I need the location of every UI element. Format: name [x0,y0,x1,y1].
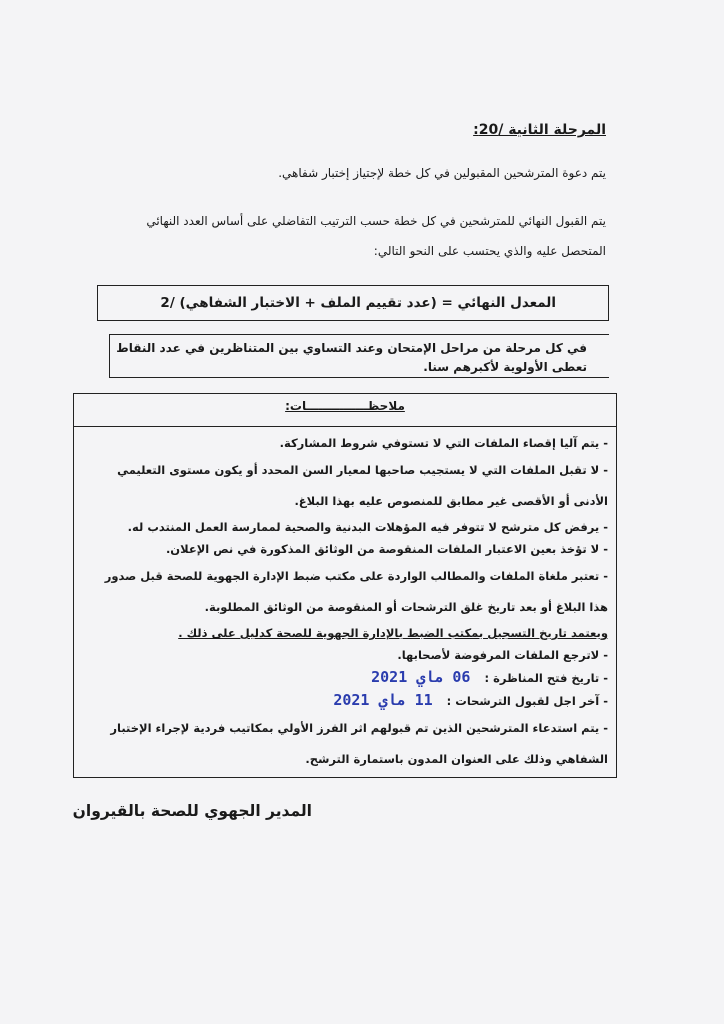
formula-box [97,285,609,321]
notes-list [74,427,616,775]
opening-date-label: - تاريخ فتح المناظرة : [484,671,608,685]
priority-text: في كل مرحلة من مراحل الإمتحان وعند التساوي بين المتناظرين في عدد النقاط تعطى الأولوية لأكبرهم سنا. [116,341,587,374]
deadline-note [84,690,608,712]
note-item: - تعتبر ملغاة الملفات والمطالب الواردة على مكتب ضبط الإدارة الجهوية للصحة قبل صدور هذا البلاغ أو بعد تاريخ غلق الترشحات أو المنقوصة من الوثائق المطلوبة. [104,569,608,614]
signature-title: المدير الجهوي للصحة بالقيروان [72,802,312,820]
final-acceptance-paragraph: يتم القبول النهائي للمترشحين في كل خطة حسب الترتيب التفاضلي على أساس العدد النهائي المتحصل عليه والذي يحتسب على النحو التالي: [146,214,606,258]
note-item: - يرفض كل مترشح لا تتوفر فيه المؤهلات البدنية والصحية لممارسة العمل المنتدب له. [127,520,608,534]
summons-note: - يتم استدعاء المترشحين الذين تم قبولهم اثر الفرز الأولي بمكاتيب فردية لإجراء الإختبار الشفاهي وذلك على العنوان المدون باستمارة الترشح. [110,721,608,766]
deadline-label: - آخر اجل لقبول الترشحات : [446,694,608,708]
priority-box [109,334,609,378]
note-item: - لا تؤخذ بعين الاعتبار الملفات المنقوصة من الوثائق المذكورة في نص الإعلان. [165,542,608,556]
opening-date-note [84,667,608,689]
opening-date-stamp: 06 ماي 2021 [371,668,471,686]
deadline-stamp: 11 ماي 2021 [333,691,433,709]
note-item: - لاترجع الملفات المرفوضة لأصحابها. [397,648,608,662]
formula-text: المعدل النهائي = (عدد تقييم الملف + الاختبار الشفاهي) /2 [160,295,556,311]
notes-title [74,394,616,427]
notes-title-text: ملاحظـــــــــــــــات: [285,399,405,413]
note-item: - لا تقبل الملفات التي لا يستجيب صاحبها لمعيار السن المحدد أو يكون مستوى التعليمي الأدنى أو الأقصى غير مطابق للمنصوص عليه بهذا البلاغ. [117,463,608,508]
stage-heading: المرحلة الثانية /20: [473,122,606,138]
registration-note: ويعتمد تاريخ التسجيل بمكتب الضبط بالإدارة الجهوية للصحة كدليل على ذلك . [178,626,608,640]
invitation-paragraph: يتم دعوة المترشحين المقبولين في كل خطة لإجتياز إختبار شفاهي. [278,166,606,180]
notes-box [73,393,617,778]
note-item: - يتم آليا إقصاء الملفات التي لا تستوفي شروط المشاركة. [279,436,608,450]
